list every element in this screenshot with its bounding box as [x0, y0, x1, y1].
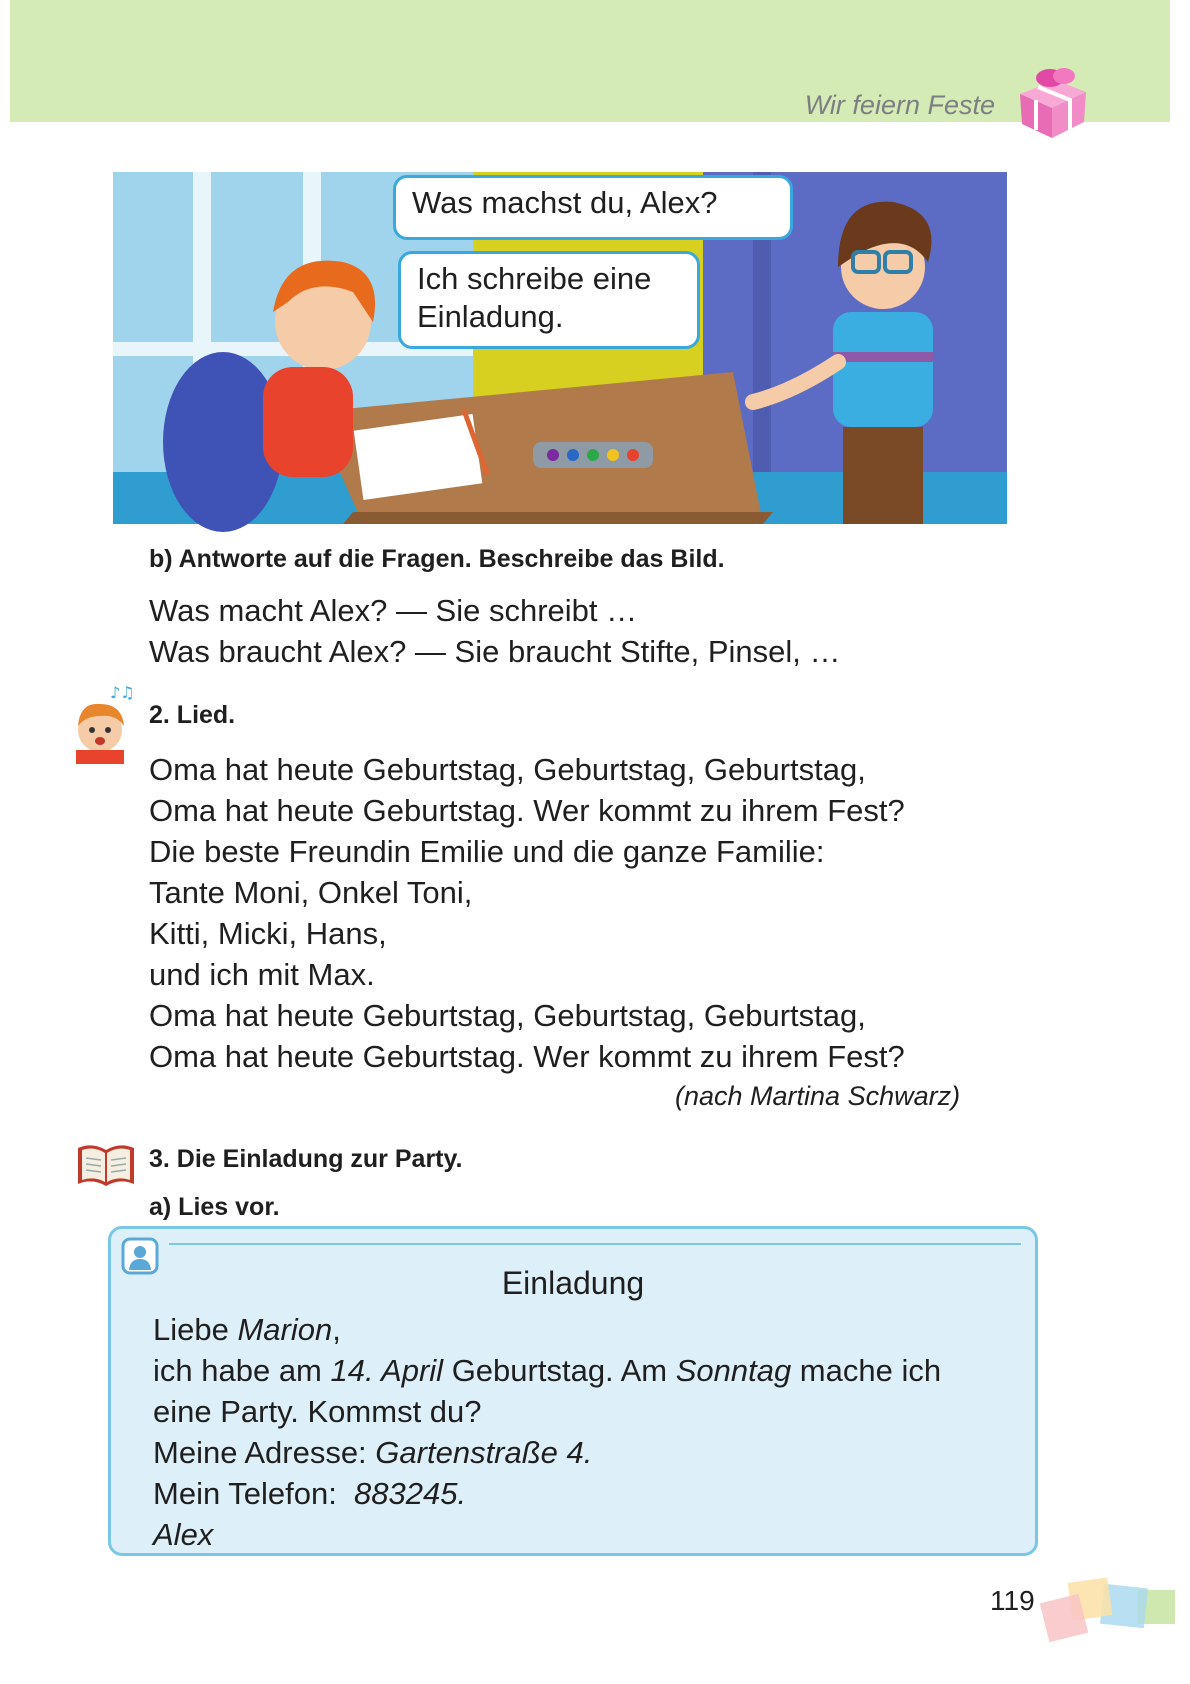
- corner-decoration: [1040, 1580, 1175, 1670]
- text-part: Geburtstag. Am: [443, 1353, 676, 1388]
- svg-text:♪♫: ♪♫: [110, 683, 135, 702]
- song-line: Oma hat heute Geburtstag, Geburtstag, Geburtstag,: [149, 752, 866, 787]
- song-line: Oma hat heute Geburtstag. Wer kommt zu ihrem Fest?: [149, 1039, 905, 1074]
- invitation-signature: [153, 1514, 941, 1555]
- phone-value: 883245.: [354, 1476, 467, 1511]
- invitation-divider: [169, 1243, 1021, 1245]
- song-lyrics: [149, 749, 905, 1077]
- song-line: Kitti, Micki, Hans,: [149, 916, 387, 951]
- open-book-icon: [76, 1142, 136, 1188]
- invitation-body: [153, 1309, 941, 1555]
- speech-bubble-answer: [398, 251, 700, 349]
- singing-child-icon: [70, 683, 135, 764]
- song-line: und ich mit Max.: [149, 957, 375, 992]
- song-line: Die beste Freundin Emilie und die ganze Familie:: [149, 834, 825, 869]
- greeting-prefix: Liebe: [153, 1312, 238, 1347]
- task-3-heading: 3. Die Einladung zur Party.: [149, 1145, 463, 1173]
- invitation-address: [153, 1432, 941, 1473]
- gift-icon: [1012, 60, 1092, 140]
- invitation-phone: [153, 1473, 941, 1514]
- task-b-line: Was macht Alex? — Sie schreibt …: [149, 593, 638, 628]
- chapter-title: Wir feiern Feste: [804, 90, 995, 120]
- speech-bubble-question: [393, 175, 793, 240]
- signature-text: Alex: [153, 1517, 214, 1552]
- text-part: ich habe am: [153, 1353, 331, 1388]
- address-value: Gartenstraße 4.: [375, 1435, 593, 1470]
- address-label: Meine Adresse:: [153, 1435, 376, 1470]
- invitation-greeting: [153, 1309, 941, 1350]
- greeting-name: Marion: [237, 1312, 333, 1347]
- invitation-line: eine Party. Kommst du?: [153, 1394, 482, 1429]
- task-b-heading: b) Antworte auf die Fragen. Beschreibe das Bild.: [149, 545, 725, 573]
- bubble-text-line: Einladung.: [417, 299, 564, 334]
- task-b-line: Was braucht Alex? — Sie braucht Stifte, Pinsel, …: [149, 634, 841, 669]
- invitation-day: Sonntag: [675, 1353, 792, 1388]
- invitation-line: [153, 1350, 941, 1391]
- task-2-heading: 2. Lied.: [149, 701, 236, 729]
- bubble-text-line: Ich schreibe eine: [417, 261, 652, 296]
- text-part: mache ich: [791, 1353, 942, 1388]
- page-number: 119: [990, 1585, 1035, 1616]
- song-line: Oma hat heute Geburtstag, Geburtstag, Geburtstag,: [149, 998, 866, 1033]
- invitation-box: [108, 1226, 1038, 1556]
- song-line: Tante Moni, Onkel Toni,: [149, 875, 473, 910]
- song-line: Oma hat heute Geburtstag. Wer kommt zu ihrem Fest?: [149, 793, 905, 828]
- phone-label: Mein Telefon:: [153, 1476, 355, 1511]
- task-3-subheading: a) Lies vor.: [149, 1193, 280, 1221]
- invitation-date: 14. April: [330, 1353, 444, 1388]
- greeting-suffix: ,: [332, 1312, 341, 1347]
- header-band: [10, 0, 1170, 122]
- bubble-text: Was machst du, Alex?: [412, 185, 718, 220]
- song-credit: (nach Martina Schwarz): [675, 1081, 961, 1111]
- invitation-title: Einladung: [501, 1265, 645, 1301]
